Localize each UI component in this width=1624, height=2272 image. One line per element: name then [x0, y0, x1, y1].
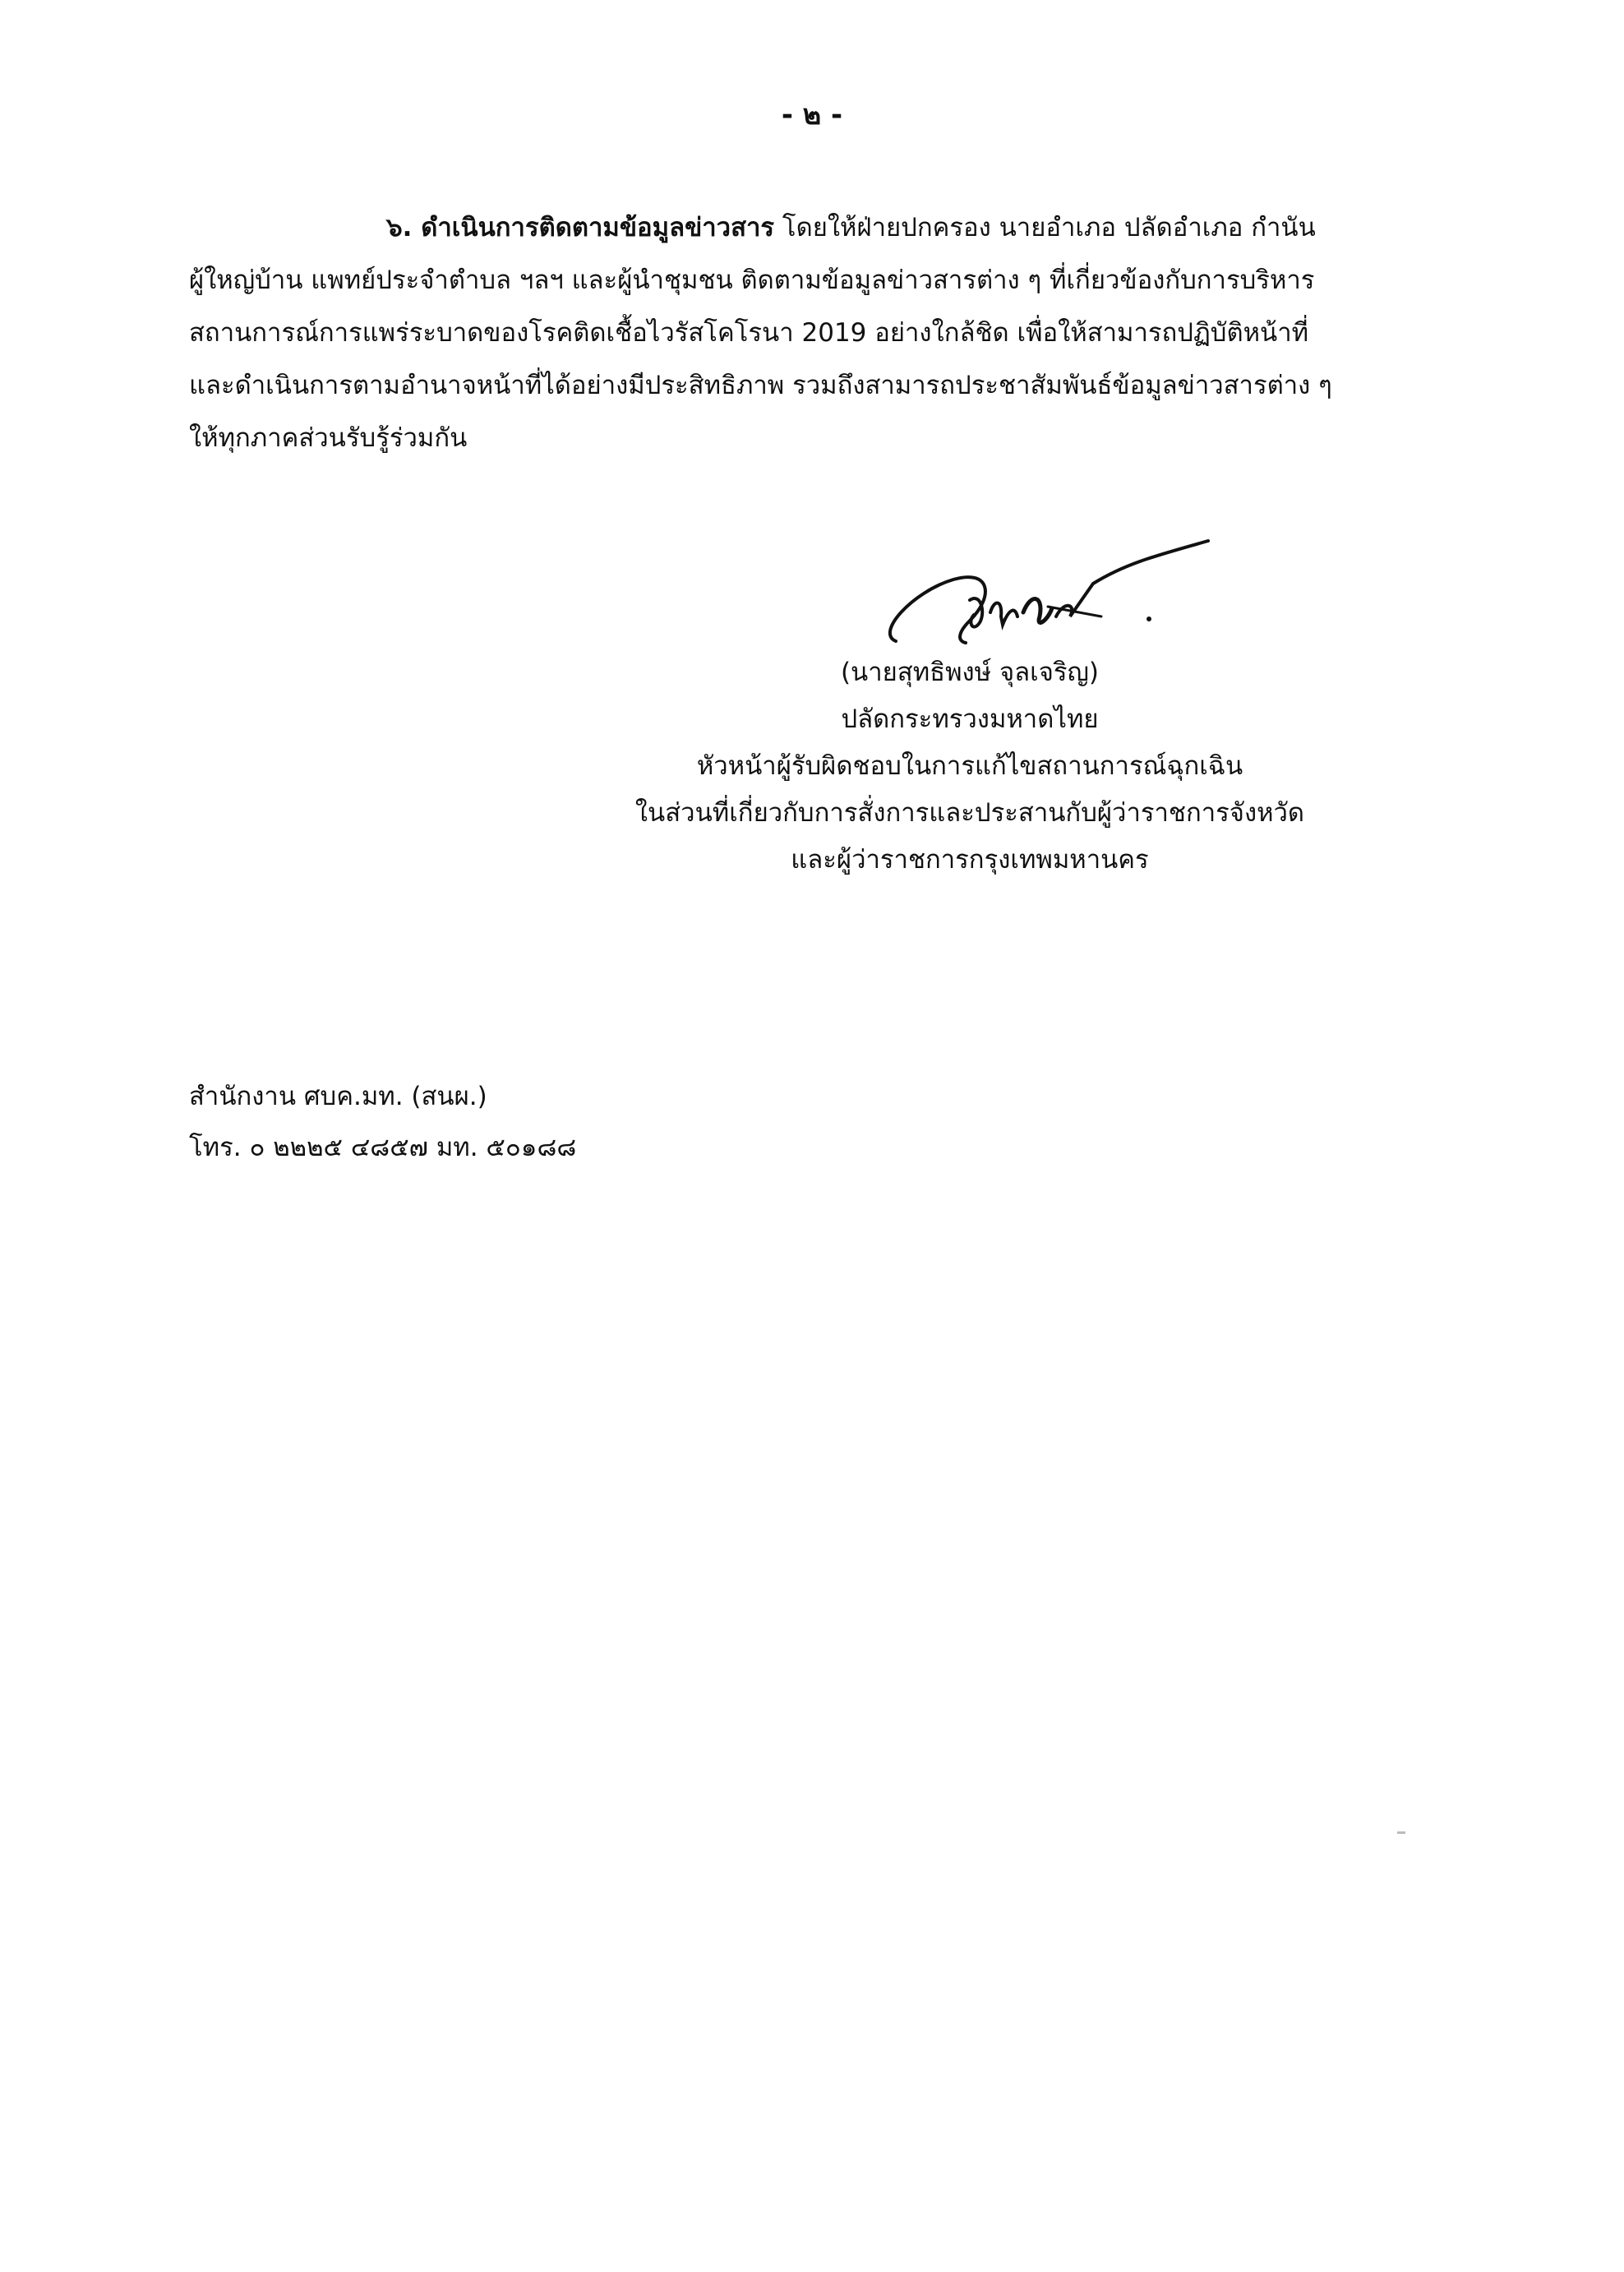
paragraph-line-1-text: โดยให้ฝ่ายปกครอง นายอำเภอ ปลัดอำเภอ กำนัน [774, 213, 1316, 242]
signatory-position: ปลัดกระทรวงมหาดไทย [841, 704, 1099, 734]
signatory-name: (นายสุทธิพงษ์ จุลเจริญ) [840, 658, 1100, 687]
paragraph-line-1 [189, 201, 1512, 254]
signatory-role-line-1: หัวหน้าผู้รับผิดชอบในการแก้ไขสถานการณ์ฉุกเฉิน [696, 751, 1243, 781]
footer-office: สำนักงาน ศบค.มท. (สนผ.) [189, 1082, 487, 1111]
section-heading: ๖. ดำเนินการติดตามข้อมูลข่าวสาร [386, 213, 775, 242]
scan-speck [1397, 1831, 1405, 1834]
signatory-role-line-3: และผู้ว่าราชการกรุงเทพมหานคร [791, 845, 1149, 875]
signatory-role-line-2: ในส่วนที่เกี่ยวกับการสั่งการและประสานกับผู้ว่าราชการจังหวัด [634, 798, 1305, 828]
footer-phone: โทร. ๐ ๒๒๒๕ ๔๘๕๗ มท. ๕๐๑๘๘ [189, 1133, 577, 1162]
section-6-paragraph [189, 201, 1512, 464]
paragraph-line-2: ผู้ใหญ่บ้าน แพทย์ประจำตำบล ฯลฯ และผู้นำชุมชน ติดตามข้อมูลข่าวสารต่าง ๆ ที่เกี่ยวข้องกับการบริหาร [189, 266, 1315, 295]
paragraph-line-5: ให้ทุกภาคส่วนรับรู้ร่วมกัน [189, 423, 468, 453]
paragraph-line-4: และดำเนินการตามอำนาจหน้าที่ได้อย่างมีประสิทธิภาพ รวมถึงสามารถประชาสัมพันธ์ข้อมูลข่าวสารต่าง ๆ [189, 371, 1332, 400]
footer-contact [189, 1071, 576, 1173]
page-number: - ๒ - [781, 99, 843, 132]
signatory-block [575, 649, 1364, 884]
paragraph-line-3: สถานการณ์การแพร่ระบาดของโรคติดเชื้อไวรัสโคโรนา 2019 อย่างใกล้ชิด เพื่อให้สามารถปฏิบัติหน้าที่ [189, 318, 1309, 348]
handwritten-signature [879, 534, 1225, 658]
